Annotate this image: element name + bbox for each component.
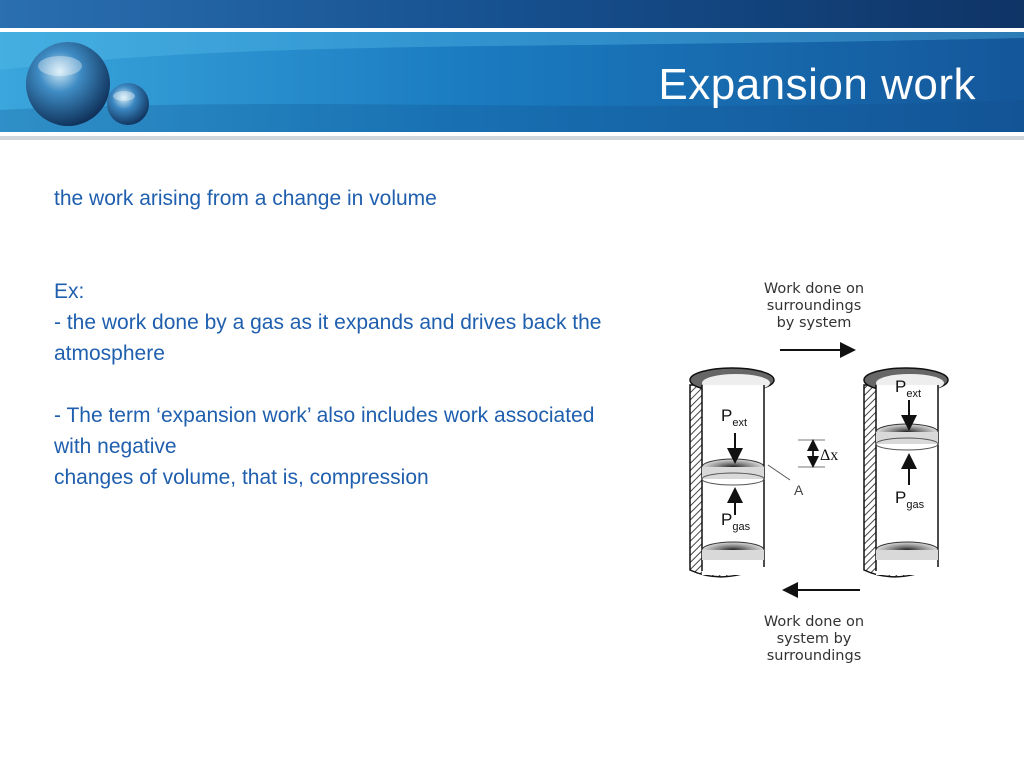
example-2-line-2: changes of volume, that is, compression — [54, 466, 429, 489]
example-heading: Ex: — [54, 280, 85, 303]
example-1-line-2: atmosphere — [54, 342, 165, 365]
pgas-label-left: $P_{gas}$ — [721, 510, 751, 533]
pext-label-right: $P_{ext}$ — [895, 377, 922, 400]
top-caption-line: Work done on — [763, 281, 865, 297]
example-2-line-1: - The term ‘expansion work’ also includes work associated with negative — [54, 404, 595, 458]
delta-x-label: Δx — [820, 447, 839, 464]
definition-text: the work arising from a change in volume — [54, 187, 437, 210]
area-label: A — [794, 482, 804, 498]
bottom-caption-line: Work done on — [763, 614, 865, 630]
logo-orb-small — [107, 83, 149, 125]
bottom-caption — [734, 614, 894, 665]
left-cylinder — [690, 368, 774, 577]
bottom-caption-line: system by — [776, 631, 852, 647]
pgas-label-right: $P_{gas}$ — [895, 488, 925, 511]
logo-orb-large — [26, 42, 110, 126]
slide-title: Expansion work — [658, 60, 976, 109]
slide-header — [0, 0, 1024, 140]
slide-body — [54, 183, 634, 493]
pext-label-left: $P_{ext}$ — [721, 406, 748, 429]
top-caption-line: by system — [776, 315, 852, 331]
area-leader-line — [768, 465, 790, 480]
delta-x-marker — [768, 440, 825, 480]
example-1-line-1: - the work done by a gas as it expands and drives back the — [54, 311, 602, 334]
expansion-work-diagram — [680, 275, 970, 675]
top-caption-line: surroundings — [766, 298, 862, 314]
bottom-caption-line: surroundings — [766, 648, 862, 664]
